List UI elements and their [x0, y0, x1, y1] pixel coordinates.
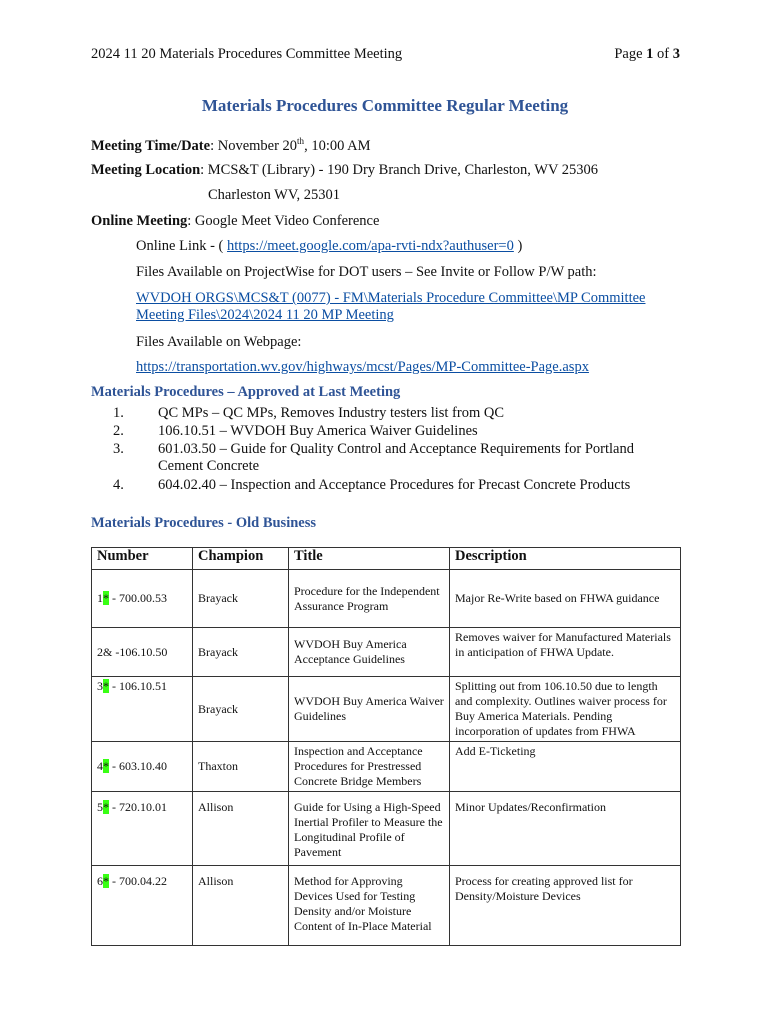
cell-champion: Thaxton	[193, 742, 289, 792]
table-row	[92, 570, 681, 628]
online-meeting-link[interactable]: https://meet.google.com/apa-rvti-ndx?authuser=0	[227, 238, 514, 254]
old-business-heading: Materials Procedures - Old Business	[91, 515, 317, 531]
cell-number: 5* - 720.10.01	[92, 792, 193, 866]
projectwise-link-line2[interactable]: Meeting Files\2024\2024 11 20 MP Meeting	[136, 307, 394, 323]
table-row	[92, 792, 681, 866]
column-header: Description	[450, 548, 681, 570]
webpage-text: Files Available on Webpage:	[136, 334, 302, 350]
cell-title: Method for Approving Devices Used for Testing Density and/or Moisture Content of In-Place Material	[289, 866, 450, 946]
cell-number: 3* - 106.10.51	[92, 677, 193, 742]
cell-description: Splitting out from 106.10.50 due to length and complexity. Outlines waiver process for Buy America Materials. Pending incorporation of updates from FHWA	[450, 677, 681, 742]
cell-title: WVDOH Buy America Acceptance Guidelines	[289, 628, 450, 677]
meeting-location-line2: Charleston WV, 25301	[208, 187, 340, 203]
online-link-line: Online Link - ( https://meet.google.com/apa-rvti-ndx?authuser=0 )	[136, 238, 523, 254]
page-number: Page 1 of 3	[614, 46, 680, 62]
cell-number: 6* - 700.04.22	[92, 866, 193, 946]
page-header-title: 2024 11 20 Materials Procedures Committee Meeting	[91, 46, 403, 62]
meeting-time: Meeting Time/Date: November 20th, 10:00 AM	[91, 136, 371, 154]
meeting-location: Meeting Location: MCS&T (Library) - 190 Dry Branch Drive, Charleston, WV 25306	[91, 162, 599, 178]
projectwise-link[interactable]: WVDOH ORGS\MCS&T (0077) - FM\Materials Procedure Committee\MP Committee	[136, 290, 646, 306]
projectwise-text: Files Available on ProjectWise for DOT users – See Invite or Follow P/W path:	[136, 264, 597, 280]
cell-title: Guide for Using a High-Speed Inertial Profiler to Measure the Longitudinal Profile of Pavement	[289, 792, 450, 866]
old-business-table	[91, 547, 681, 946]
cell-champion: Allison	[193, 792, 289, 866]
cell-title: Inspection and Acceptance Procedures for Prestressed Concrete Bridge Members	[289, 742, 450, 792]
cell-description: Minor Updates/Reconfirmation	[450, 792, 681, 866]
webpage-link[interactable]: https://transportation.wv.gov/highways/mcst/Pages/MP-Committee-Page.aspx	[136, 359, 589, 375]
cell-description: Process for creating approved list for Density/Moisture Devices	[450, 866, 681, 946]
cell-description: Major Re-Write based on FHWA guidance	[450, 570, 681, 628]
cell-number: 4* - 603.10.40	[92, 742, 193, 792]
cell-champion: Brayack	[193, 628, 289, 677]
table-row	[92, 677, 681, 742]
cell-champion: Brayack	[193, 570, 289, 628]
online-meeting: Online Meeting: Google Meet Video Conference	[91, 213, 380, 229]
cell-description: Add E-Ticketing	[450, 742, 681, 792]
table-row	[92, 866, 681, 946]
cell-title: Procedure for the Independent Assurance Program	[289, 570, 450, 628]
table-row	[92, 742, 681, 792]
cell-champion: Brayack	[193, 677, 289, 742]
cell-title: WVDOH Buy America Waiver Guidelines	[289, 677, 450, 742]
cell-number: 1* - 700.00.53	[92, 570, 193, 628]
cell-number: 2& -106.10.50	[92, 628, 193, 677]
column-header: Number	[92, 548, 193, 570]
column-header: Title	[289, 548, 450, 570]
cell-champion: Allison	[193, 866, 289, 946]
column-header: Champion	[193, 548, 289, 570]
approved-heading: Materials Procedures – Approved at Last Meeting	[91, 384, 401, 400]
table-row	[92, 628, 681, 677]
table-header-row	[92, 548, 681, 570]
document-title: Materials Procedures Committee Regular Meeting	[201, 96, 569, 115]
cell-description: Removes waiver for Manufactured Materials in anticipation of FHWA Update.	[450, 628, 681, 677]
